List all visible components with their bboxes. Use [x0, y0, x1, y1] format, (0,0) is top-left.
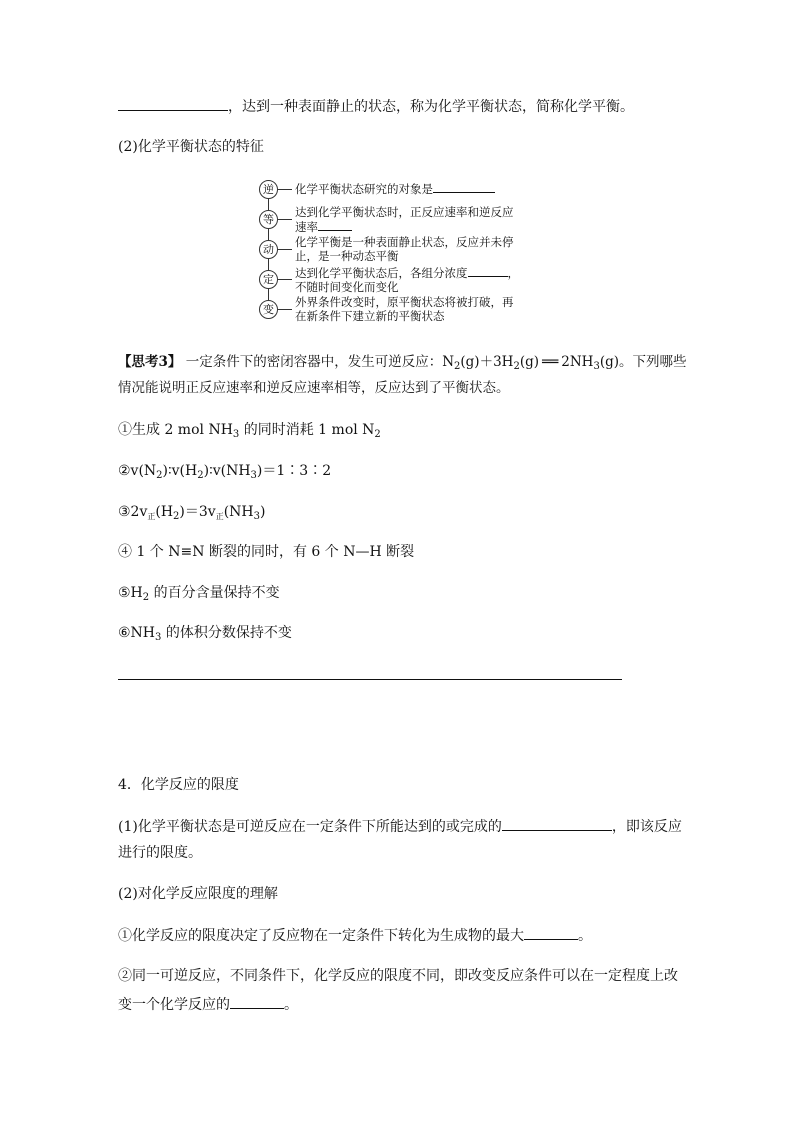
diagram-dash — [278, 309, 292, 310]
circle-ni: 逆 — [259, 180, 278, 199]
option-5: $⑤H_2$ 的百分含量保持不变 — [118, 585, 280, 603]
option-3: $③2v_正(H_2)=3v_正(NH_3)$ — [118, 504, 266, 522]
equilibrium-features-diagram — [255, 176, 555, 328]
section4-p3: ①化学反应的限度决定了反应物在一定条件下转化为生成物的最大 。 — [118, 925, 592, 946]
diagram-item-deng: 达到化学平衡状态时，正反应速率和逆反应 速率 — [295, 205, 514, 234]
circle-deng: 等 — [259, 210, 278, 229]
section4-p1-line2: 进行的限度。 — [118, 845, 202, 861]
diagram-item-ding: 达到化学平衡状态后，各组分浓度 ， 不随时间变化而变化 — [295, 266, 519, 294]
diagram-dash — [278, 249, 292, 250]
think3-tag: 【思考3】 — [118, 354, 182, 370]
answer-blank[interactable] — [468, 265, 508, 277]
answer-blank[interactable] — [433, 181, 495, 193]
option-6: $⑥NH_3$ 的体积分数保持不变 — [118, 625, 292, 643]
option-4: ④ 1 个 N≡N 断裂的同时，有 6 个 N—H 断裂 — [118, 544, 415, 560]
answer-line[interactable] — [118, 679, 622, 680]
answer-blank[interactable] — [118, 96, 228, 111]
paragraph-equilibrium-definition: ，达到一种表面静止的状态，称为化学平衡状态，简称化学平衡。 — [118, 96, 634, 117]
option-1: ①生成 2 mol $NH_3$ 的同时消耗 1 mol $N_2$ — [118, 422, 381, 440]
diagram-item-bian: 外界条件改变时，原平衡状态将被打破，再 在新条件下建立新的平衡状态 — [295, 295, 514, 323]
section4-p4-line2: 变一个化学反应的 。 — [118, 994, 298, 1015]
think3-question: 【思考3】 一定条件下的密闭容器中，发生可逆反应：$N_2(g)+3H_2(g)$ ══ $2NH_3(g)$。下列哪些 — [118, 354, 687, 372]
circle-dong: 动 — [259, 240, 278, 259]
circle-ding: 定 — [259, 270, 278, 289]
option-2: $②v(N_2)∶v(H_2)∶v(NH_3)=1∶3∶2$ — [118, 463, 332, 481]
diagram-dash — [278, 189, 292, 190]
answer-blank[interactable] — [524, 925, 578, 940]
think3-question-line2: 情况能说明正反应速率和逆反应速率相等，反应达到了平衡状态。 — [118, 380, 510, 396]
answer-blank[interactable] — [230, 994, 284, 1009]
answer-blank[interactable] — [318, 219, 352, 231]
diagram-dash — [278, 219, 292, 220]
section4-p4: ②同一可逆反应，不同条件下，化学反应的限度不同，即改变反应条件可以在一定程度上改 — [118, 968, 678, 984]
circle-bian: 变 — [259, 300, 278, 319]
section4-p2: (2)对化学反应限度的理解 — [118, 886, 278, 902]
answer-blank[interactable] — [502, 816, 612, 831]
diagram-item-dong: 化学平衡是一种表面静止状态，反应并未停 止，是一种动态平衡 — [295, 235, 514, 263]
diagram-item-ni: 化学平衡状态研究的对象是 — [295, 181, 495, 196]
reversible-arrow: ══ — [542, 354, 559, 370]
diagram-dash — [278, 279, 292, 280]
subheading-features: (2)化学平衡状态的特征 — [118, 139, 264, 155]
section4-heading: 4．化学反应的限度 — [118, 777, 239, 793]
section4-p1: (1)化学平衡状态是可逆反应在一定条件下所能达到的或完成的 ，即该反应 — [118, 816, 682, 837]
